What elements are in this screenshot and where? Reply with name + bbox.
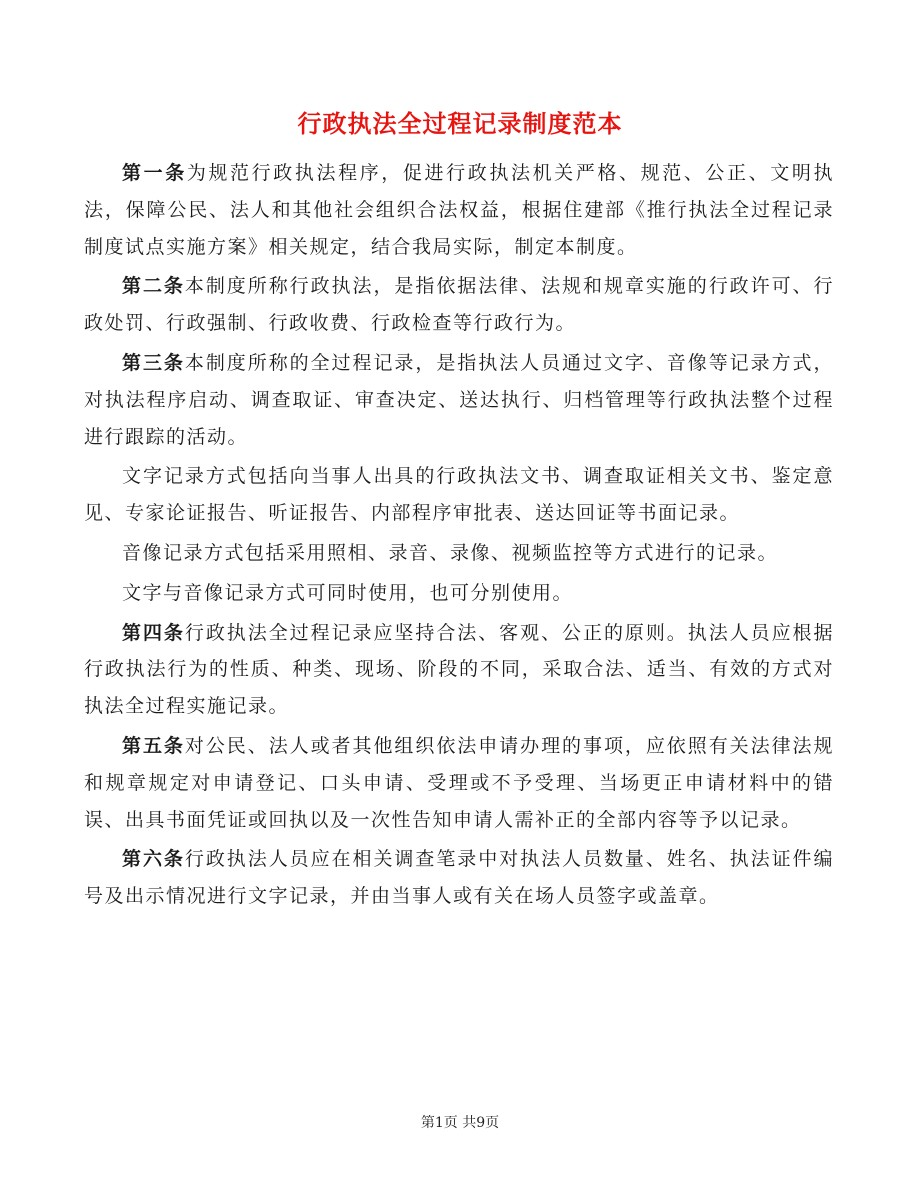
paragraph-text: 文字与音像记录方式可同时使用，也可分别使用。 bbox=[122, 581, 574, 604]
paragraph-article-4 bbox=[84, 615, 834, 725]
article-number: 第二条 bbox=[122, 275, 185, 298]
article-text: 行政执法人员应在相关调查笔录中对执法人员数量、姓名、执法证件编号及出示情况进行文字记录，并由当事人或有关在场人员签字或盖章。 bbox=[84, 848, 834, 908]
paragraph-article-6 bbox=[84, 841, 834, 915]
article-number: 第五条 bbox=[122, 734, 185, 757]
paragraph-combined-use bbox=[84, 575, 834, 612]
article-text: 本制度所称的全过程记录，是指执法人员通过文字、音像等记录方式，对执法程序启动、调查取证、审查决定、送达执行、归档管理等行政执法整个过程进行跟踪的活动。 bbox=[84, 351, 834, 448]
article-text: 对公民、法人或者其他组织依法申请办理的事项，应依照有关法律法规和规章规定对申请登记、口头申请、受理或不予受理、当场更正申请材料中的错误、出具书面凭证或回执以及一次性告知申请人需补正的全部内容等予以记录。 bbox=[84, 734, 834, 831]
paragraph-text: 文字记录方式包括向当事人出具的行政执法文书、调查取证相关文书、鉴定意见、专家论证报告、听证报告、内部程序审批表、送达回证等书面记录。 bbox=[84, 465, 834, 525]
paragraph-text: 音像记录方式包括采用照相、录音、录像、视频监控等方式进行的记录。 bbox=[122, 541, 779, 564]
article-number: 第六条 bbox=[122, 848, 185, 871]
paragraph-av-records bbox=[84, 535, 834, 572]
article-number: 第四条 bbox=[122, 621, 185, 644]
paragraph-text-records bbox=[84, 458, 834, 532]
article-text: 行政执法全过程记录应坚持合法、客观、公正的原则。执法人员应根据行政执法行为的性质、种类、现场、阶段的不同，采取合法、适当、有效的方式对执法全过程实施记录。 bbox=[84, 621, 834, 718]
paragraph-article-3 bbox=[84, 345, 834, 455]
document-title: 行政执法全过程记录制度范本 bbox=[297, 109, 623, 138]
page-number-footer: 第1页 共9页 bbox=[420, 1115, 500, 1131]
article-text: 本制度所称行政执法，是指依据法律、法规和规章实施的行政许可、行政处罚、行政强制、行政收费、行政检查等行政行为。 bbox=[84, 275, 834, 335]
article-number: 第三条 bbox=[122, 351, 185, 374]
article-text: 为规范行政执法程序，促进行政执法机关严格、规范、公正、文明执法，保障公民、法人和其他社会组织合法权益，根据住建部《推行执法全过程记录制度试点实施方案》相关规定，结合我局实际，制定本制度。 bbox=[84, 162, 834, 258]
document-body bbox=[84, 155, 834, 918]
article-number: 第一条 bbox=[122, 162, 187, 184]
paragraph-article-2 bbox=[84, 268, 834, 342]
paragraph-article-5 bbox=[84, 728, 834, 838]
paragraph-article-1 bbox=[84, 155, 834, 265]
